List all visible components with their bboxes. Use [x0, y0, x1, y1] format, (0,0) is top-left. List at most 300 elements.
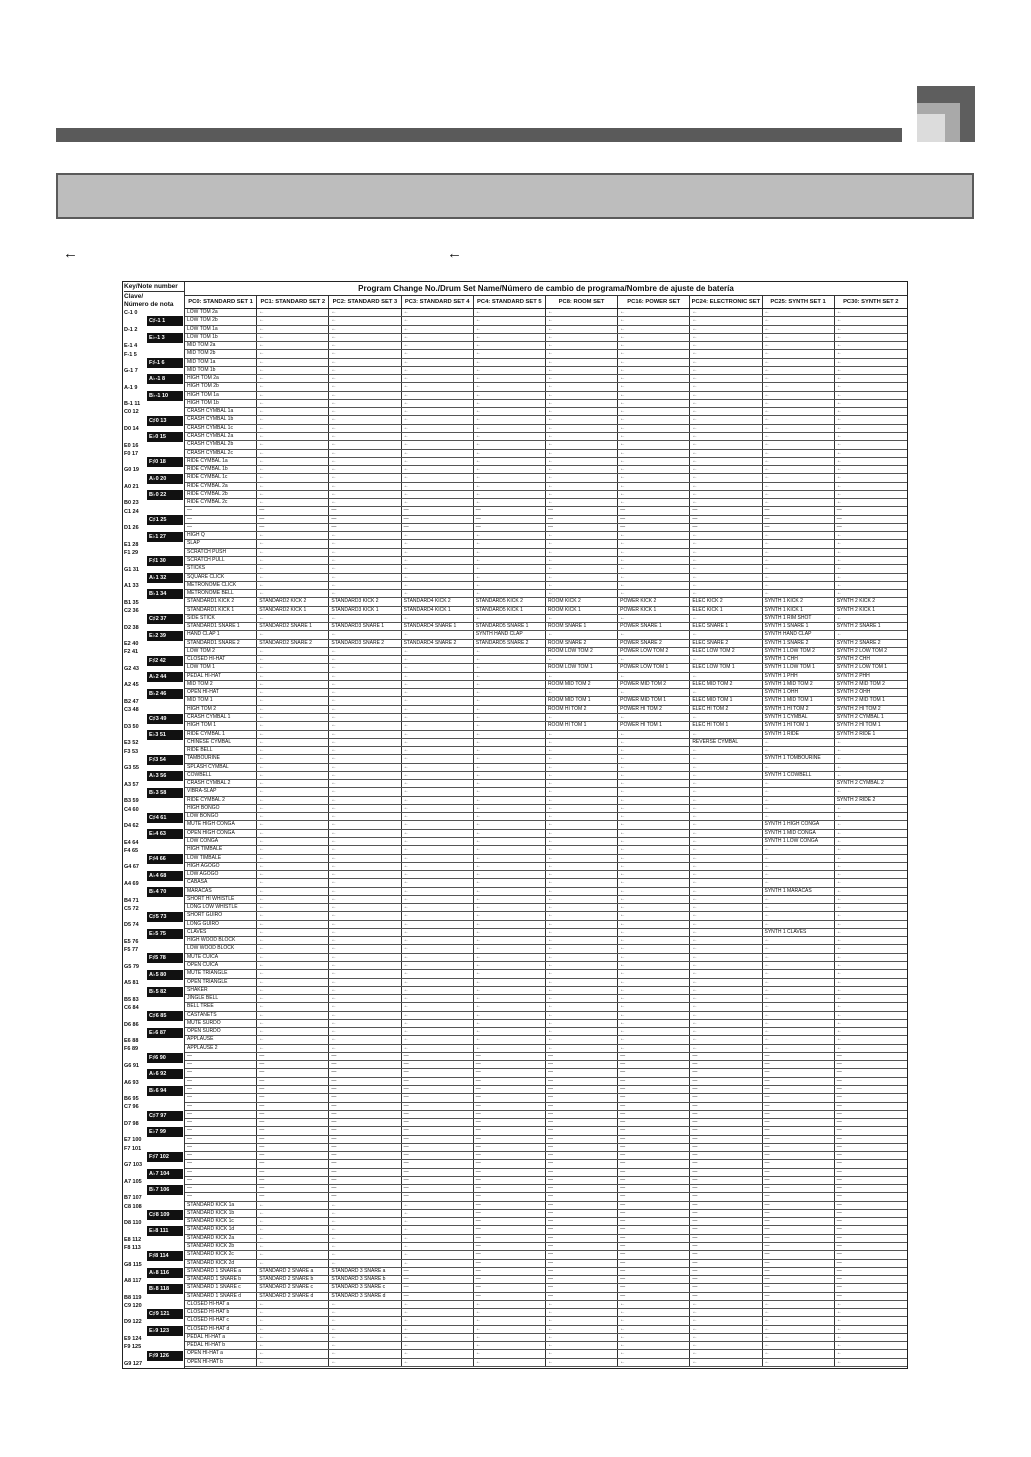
table-cell: —: [836, 1152, 842, 1159]
table-cell: ←: [618, 896, 690, 903]
table-cell: ←: [329, 764, 401, 771]
table-cell: —: [185, 1053, 257, 1060]
table-cell: ←: [836, 548, 842, 555]
table-cell: ←: [329, 359, 401, 366]
table-cell: —: [546, 1268, 618, 1275]
black-key-label: E♭7 99: [147, 1127, 183, 1137]
white-key-label: B2 47: [124, 698, 139, 705]
table-cell: SYNTH 2 SNARE 2: [836, 639, 881, 646]
table-cell: ←: [546, 921, 618, 928]
table-cell: ←: [474, 846, 546, 853]
table-cell: ←: [257, 441, 329, 448]
white-key-label: D6 86: [124, 1021, 139, 1028]
table-cell: ←: [618, 979, 690, 986]
table-cell: ←: [836, 1011, 842, 1018]
table-cell: ←: [402, 904, 474, 911]
table-row: [185, 317, 907, 325]
black-key-label: A♭3 56: [147, 771, 183, 781]
white-key-label: F8 113: [124, 1245, 141, 1252]
table-cell: ←: [474, 549, 546, 556]
table-cell: ←: [329, 326, 401, 333]
table-cell: STANDARD KICK 2c: [185, 1251, 257, 1258]
table-cell: CRASH CYMBAL 2c: [185, 450, 257, 457]
table-cell: ←: [329, 921, 401, 928]
table-cell: ←: [618, 788, 690, 795]
table-cell: ←: [474, 466, 546, 473]
table-cell: —: [546, 1127, 618, 1134]
table-cell: —: [763, 1260, 835, 1267]
table-cell: CRASH CYMBAL 1: [185, 714, 257, 721]
table-cell: ←: [329, 1210, 401, 1217]
table-cell: ←: [474, 483, 546, 490]
table-cell: ←: [690, 921, 762, 928]
table-cell: —: [257, 1127, 329, 1134]
table-cell: —: [836, 523, 842, 530]
table-cell: ←: [402, 871, 474, 878]
table-cell: ←: [546, 1012, 618, 1019]
table-cell: CRASH CYMBAL 1c: [185, 425, 257, 432]
table-cell: ROOM HI TOM 2: [546, 706, 618, 713]
table-row: [185, 1193, 907, 1201]
table-cell: ←: [836, 391, 842, 398]
table-cell: ←: [763, 392, 835, 399]
table-cell: ←: [402, 574, 474, 581]
table-cell: ←: [836, 821, 842, 828]
table-cell: ←: [402, 1251, 474, 1258]
table-cell: ←: [546, 491, 618, 498]
table-cell: ←: [474, 441, 546, 448]
table-cell: SYNTH 1 LOW CONGA: [763, 838, 835, 845]
table-cell: ←: [690, 879, 762, 886]
table-cell: ←: [402, 813, 474, 820]
table-cell: —: [690, 1177, 762, 1184]
table-cell: ←: [546, 755, 618, 762]
black-key-label: A♭4 68: [147, 871, 183, 881]
table-cell: SYNTH 1 KICK 2: [763, 598, 835, 605]
table-cell: MID TOM 2b: [185, 350, 257, 357]
table-cell: ←: [474, 929, 546, 936]
table-cell: ←: [257, 962, 329, 969]
table-cell: ←: [690, 912, 762, 919]
table-cell: —: [763, 1293, 835, 1300]
table-cell: ←: [618, 491, 690, 498]
table-cell: ←: [474, 813, 546, 820]
table-cell: —: [836, 1176, 842, 1183]
table-cell: —: [546, 1169, 618, 1176]
table-cell: —: [402, 1111, 474, 1118]
table-cell: —: [836, 1201, 842, 1208]
white-key-label: D-1 2: [124, 326, 138, 333]
table-cell: POWER SNARE 2: [618, 640, 690, 647]
table-cell: ←: [690, 821, 762, 828]
table-cell: ←: [546, 962, 618, 969]
table-cell: —: [836, 1218, 842, 1225]
table-cell: ←: [402, 441, 474, 448]
table-cell: ←: [329, 367, 401, 374]
table-cell: SHAKER: [185, 987, 257, 994]
white-key-label: B8 119: [124, 1294, 142, 1301]
table-cell: ←: [546, 309, 618, 316]
table-cell: ←: [329, 1301, 401, 1308]
table-cell: STANDARD3 KICK 1: [329, 607, 401, 614]
table-cell: —: [185, 1160, 257, 1167]
table-cell: ←: [402, 433, 474, 440]
table-cell: ←: [257, 1218, 329, 1225]
table-cell: ←: [763, 970, 835, 977]
table-cell: ←: [257, 565, 329, 572]
table-cell: ←: [546, 1045, 618, 1052]
table-cell: ←: [402, 970, 474, 977]
table-row: [185, 450, 907, 458]
white-key-label: C9 120: [124, 1302, 142, 1309]
table-cell: ←: [402, 342, 474, 349]
table-cell: ←: [402, 780, 474, 787]
white-key-label: E-1 4: [124, 343, 138, 350]
table-cell: ←: [690, 499, 762, 506]
black-key-label: F♯2 42: [147, 656, 183, 666]
white-key-label: A2 45: [124, 682, 139, 689]
table-cell: —: [690, 1053, 762, 1060]
table-cell: HIGH WOOD BLOCK: [185, 937, 257, 944]
black-key-label: E♭1 27: [147, 532, 183, 542]
table-cell: ←: [690, 970, 762, 977]
table-cell: ←: [618, 350, 690, 357]
table-cell: LOW TIMBALE: [185, 855, 257, 862]
table-cell: ←: [690, 830, 762, 837]
table-cell: ←: [690, 1012, 762, 1019]
table-cell: STANDARD5 SNARE 1: [474, 623, 546, 630]
table-cell: SYNTH 1 RIDE: [763, 731, 835, 738]
table-cell: ←: [474, 888, 546, 895]
table-cell: ←: [546, 540, 618, 547]
table-cell: ←: [257, 673, 329, 680]
table-cell: —: [836, 1292, 842, 1299]
table-row: [185, 359, 907, 367]
table-row: [185, 1012, 907, 1020]
table-cell: —: [329, 1185, 401, 1192]
black-key-label: B♭8 118: [147, 1284, 183, 1294]
table-cell: ←: [618, 1045, 690, 1052]
table-cell: HIGH TOM 2a: [185, 375, 257, 382]
table-cell: LOW BONGO: [185, 813, 257, 820]
table-cell: SYNTH 1 RIM SHOT: [763, 615, 835, 622]
table-cell: ←: [474, 863, 546, 870]
table-cell: ←: [257, 1012, 329, 1019]
table-cell: ←: [257, 888, 329, 895]
table-cell: ←: [329, 565, 401, 572]
table-cell: —: [763, 1235, 835, 1242]
table-cell: ←: [257, 326, 329, 333]
table-cell: ←: [618, 540, 690, 547]
table-cell: —: [690, 1260, 762, 1267]
table-cell: SYNTH 2 RIDE 1: [836, 730, 876, 737]
table-cell: ←: [690, 945, 762, 952]
table-cell: ←: [257, 1334, 329, 1341]
table-cell: ←: [402, 838, 474, 845]
table-cell: —: [763, 1226, 835, 1233]
table-cell: ←: [402, 1020, 474, 1027]
table-cell: ←: [402, 821, 474, 828]
table-cell: —: [474, 1177, 546, 1184]
table-cell: ←: [690, 846, 762, 853]
table-cell: —: [474, 1210, 546, 1217]
table-cell: ←: [546, 350, 618, 357]
table-cell: —: [690, 1202, 762, 1209]
table-cell: STANDARD1 KICK 2: [185, 598, 257, 605]
table-cell: SYNTH 1 LOW TOM 2: [763, 648, 835, 655]
table-cell: ←: [546, 821, 618, 828]
table-cell: —: [546, 507, 618, 514]
table-cell: SHORT HI WHISTLE: [185, 896, 257, 903]
table-row: [185, 631, 907, 639]
table-cell: ←: [546, 772, 618, 779]
table-cell: ←: [474, 945, 546, 952]
table-cell: ←: [402, 540, 474, 547]
white-key-label: E8 112: [124, 1236, 142, 1243]
table-cell: ←: [402, 1243, 474, 1250]
table-cell: —: [546, 516, 618, 523]
table-row: [185, 474, 907, 482]
table-cell: ←: [329, 532, 401, 539]
table-cell: ←: [329, 995, 401, 1002]
table-cell: ←: [836, 309, 842, 315]
table-cell: ←: [690, 772, 762, 779]
table-cell: ←: [329, 317, 401, 324]
table-row: [185, 970, 907, 978]
table-cell: ←: [257, 483, 329, 490]
table-cell: STANDARD5 SNARE 2: [474, 640, 546, 647]
table-cell: —: [402, 1293, 474, 1300]
table-cell: —: [618, 1061, 690, 1068]
table-cell: ←: [836, 862, 842, 869]
table-cell: SYNTH 1 MID TOM 1: [763, 697, 835, 704]
table-row: [185, 1202, 907, 1210]
table-cell: ←: [618, 367, 690, 374]
table-cell: ←: [546, 838, 618, 845]
table-cell: ←: [474, 1342, 546, 1349]
table-row: [185, 640, 907, 648]
table-cell: —: [185, 1127, 257, 1134]
table-cell: ←: [546, 656, 618, 663]
table-row: [185, 1350, 907, 1358]
table-cell: ←: [618, 821, 690, 828]
table-row: [185, 673, 907, 681]
table-cell: ←: [257, 838, 329, 845]
white-key-label: B-1 11: [124, 401, 141, 408]
table-cell: ←: [329, 797, 401, 804]
table-cell: STANDARD5 KICK 2: [474, 598, 546, 605]
table-cell: —: [763, 507, 835, 514]
table-cell: ←: [690, 375, 762, 382]
table-row: [185, 383, 907, 391]
table-cell: ←: [690, 557, 762, 564]
table-cell: ←: [763, 466, 835, 473]
table-cell: ←: [402, 755, 474, 762]
table-cell: —: [618, 1226, 690, 1233]
table-cell: —: [474, 1078, 546, 1085]
table-cell: LOW TOM 2a: [185, 309, 257, 316]
table-cell: —: [763, 1218, 835, 1225]
table-cell: ←: [474, 830, 546, 837]
table-cell: ←: [546, 375, 618, 382]
table-row: [185, 1169, 907, 1177]
table-cell: ←: [474, 1012, 546, 1019]
table-cell: ←: [474, 871, 546, 878]
white-key-label: E6 88: [124, 1038, 139, 1045]
table-row: [185, 350, 907, 358]
table-cell: JINGLE BELL: [185, 995, 257, 1002]
table-row: [185, 995, 907, 1003]
table-cell: ←: [474, 1309, 546, 1316]
table-cell: ←: [546, 1342, 618, 1349]
table-row: [185, 441, 907, 449]
table-cell: ←: [474, 408, 546, 415]
table-cell: ←: [402, 408, 474, 415]
table-cell: ←: [474, 491, 546, 498]
table-cell: ←: [836, 317, 842, 324]
table-cell: ←: [402, 425, 474, 432]
table-cell: ←: [763, 921, 835, 928]
table-cell: —: [763, 524, 835, 531]
table-cell: —: [402, 1127, 474, 1134]
table-cell: —: [618, 1260, 690, 1267]
table-cell: —: [690, 1251, 762, 1258]
table-row: [185, 1177, 907, 1185]
table-cell: —: [763, 1210, 835, 1217]
table-cell: —: [329, 1160, 401, 1167]
table-cell: —: [836, 1061, 842, 1068]
section-heading-box: [56, 173, 974, 219]
table-cell: —: [836, 1251, 842, 1258]
table-cell: ←: [257, 970, 329, 977]
table-cell: ←: [402, 392, 474, 399]
table-cell: ROOM LOW TOM 1: [546, 664, 618, 671]
table-row: [185, 1069, 907, 1077]
black-key-label: B♭0 22: [147, 490, 183, 500]
table-cell: SYNTH 2 CYMBAL 1: [836, 714, 884, 721]
legend-arrow-right: ←: [447, 245, 462, 262]
table-row: [185, 416, 907, 424]
table-cell: RIDE CYMBAL 2b: [185, 491, 257, 498]
table-cell: —: [618, 1243, 690, 1250]
table-cell: —: [402, 1268, 474, 1275]
table-cell: LOW CONGA: [185, 838, 257, 845]
table-cell: ←: [402, 334, 474, 341]
table-cell: ←: [546, 1309, 618, 1316]
table-cell: ←: [546, 731, 618, 738]
table-cell: ←: [329, 855, 401, 862]
table-cell: ←: [618, 1342, 690, 1349]
table-cell: HIGH AGOGO: [185, 863, 257, 870]
table-cell: HAND CLAP 1: [185, 631, 257, 638]
table-cell: ←: [618, 400, 690, 407]
table-cell: ←: [402, 1028, 474, 1035]
table-cell: ←: [690, 954, 762, 961]
table-cell: ELEC MID TOM 1: [690, 697, 762, 704]
table-cell: ←: [474, 954, 546, 961]
table-cell: STANDARD2 SNARE 2: [257, 640, 329, 647]
table-cell: —: [474, 1202, 546, 1209]
table-cell: ←: [546, 673, 618, 680]
table-cell: —: [329, 1152, 401, 1159]
table-cell: ←: [618, 945, 690, 952]
table-cell: ←: [690, 342, 762, 349]
white-key-label: C3 48: [124, 707, 139, 714]
table-cell: ←: [690, 359, 762, 366]
table-cell: ←: [474, 731, 546, 738]
table-cell: METRONOME CLICK: [185, 582, 257, 589]
table-cell: ←: [402, 731, 474, 738]
table-cell: ←: [690, 755, 762, 762]
table-cell: ←: [690, 788, 762, 795]
table-cell: ←: [257, 780, 329, 787]
table-cell: ←: [546, 979, 618, 986]
table-cell: ←: [763, 797, 835, 804]
table-cell: ←: [836, 953, 842, 960]
table-cell: ←: [474, 689, 546, 696]
table-cell: ←: [329, 615, 401, 622]
table-cell: ←: [618, 408, 690, 415]
table-cell: —: [185, 1169, 257, 1176]
table-cell: ←: [474, 1028, 546, 1035]
table-cell: ←: [257, 722, 329, 729]
white-key-label: C0 12: [124, 409, 139, 416]
table-cell: ←: [402, 714, 474, 721]
black-key-label: A♭-1 8: [147, 374, 183, 384]
table-cell: ←: [329, 689, 401, 696]
table-cell: ←: [690, 400, 762, 407]
table-cell: CRASH CYMBAL 2a: [185, 433, 257, 440]
table-cell: ←: [836, 474, 842, 481]
table-cell: ←: [474, 706, 546, 713]
table-cell: ←: [546, 855, 618, 862]
table-cell: ←: [763, 334, 835, 341]
white-key-label: F0 17: [124, 450, 139, 457]
table-cell: —: [257, 1111, 329, 1118]
table-cell: HIGH BONGO: [185, 805, 257, 812]
table-cell: ←: [763, 582, 835, 589]
table-cell: ←: [257, 540, 329, 547]
table-cell: —: [763, 1243, 835, 1250]
white-key-label: B6 95: [124, 1096, 139, 1103]
table-cell: ←: [402, 664, 474, 671]
table-cell: ←: [763, 1036, 835, 1043]
table-cell: ←: [402, 549, 474, 556]
table-cell: ←: [836, 565, 842, 572]
table-cell: —: [546, 1210, 618, 1217]
table-cell: ←: [690, 450, 762, 457]
table-row: [185, 557, 907, 565]
table-cell: ←: [402, 805, 474, 812]
table-cell: ←: [618, 317, 690, 324]
table-cell: ←: [257, 797, 329, 804]
table-cell: ←: [836, 482, 842, 489]
table-row: [185, 549, 907, 557]
white-key-label: A7 105: [124, 1178, 142, 1185]
table-cell: OPEN HIGH CONGA: [185, 830, 257, 837]
table-row: [185, 309, 907, 317]
table-cell: ←: [618, 954, 690, 961]
white-key-label: F4 65: [124, 847, 139, 854]
table-cell: ←: [690, 747, 762, 754]
table-cell: ←: [546, 615, 618, 622]
table-cell: RIDE CYMBAL 1a: [185, 458, 257, 465]
table-cell: SYNTH 2 LOW TOM 1: [836, 664, 888, 671]
table-cell: ROOM LOW TOM 2: [546, 648, 618, 655]
table-cell: ←: [257, 764, 329, 771]
table-cell: ←: [402, 937, 474, 944]
table-cell: ←: [618, 549, 690, 556]
